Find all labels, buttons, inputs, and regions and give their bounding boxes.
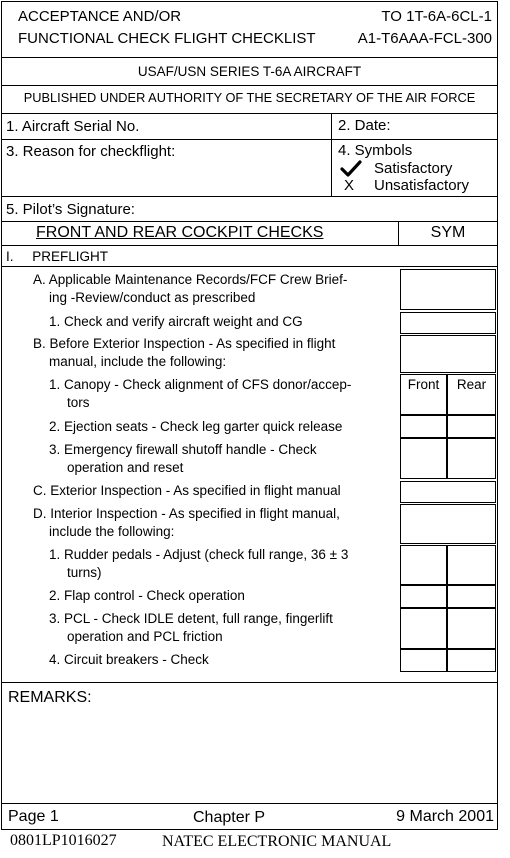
item-d-line2: include the following:	[49, 524, 175, 539]
unsatisfactory-mark: X	[344, 177, 355, 194]
divider	[1, 113, 498, 114]
divider	[1, 139, 498, 140]
divider	[1, 682, 498, 683]
sym-box-b-3-front[interactable]	[400, 438, 447, 479]
sym-box-d-2-front[interactable]	[400, 585, 447, 608]
front-column-label: Front	[407, 377, 440, 392]
to-number-line1: TO 1T-6A-6CL-1	[381, 8, 492, 25]
divider	[1, 196, 498, 197]
item-d-3-line1: 3. PCL - Check IDLE detent, full range, fingerlift	[49, 611, 333, 626]
sym-box-b[interactable]	[400, 335, 496, 373]
item-b-line1: B. Before Exterior Inspection - As specified in flight	[33, 336, 336, 351]
sym-box-d-3-front[interactable]	[400, 608, 447, 649]
item-a-line1: A. Applicable Maintenance Records/FCF Crew Brief-	[33, 272, 348, 287]
aircraft-serial-label: 1. Aircraft Serial No.	[6, 118, 140, 135]
item-d-4: 4. Circuit breakers - Check	[49, 652, 209, 667]
sym-box-d[interactable]	[400, 504, 496, 544]
sym-box-b-3-rear[interactable]	[447, 438, 496, 479]
pilot-signature-label: 5. Pilot’s Signature:	[6, 201, 135, 218]
preflight-heading: I. PREFLIGHT	[6, 249, 109, 264]
item-d-1-line2: turns)	[67, 565, 102, 580]
item-b-2: 2. Ejection seats - Check leg garter quick release	[49, 419, 343, 434]
item-b-3-line2: operation and reset	[67, 460, 184, 475]
item-a-1: 1. Check and verify aircraft weight and CG	[49, 314, 303, 329]
sym-box-a-1[interactable]	[400, 312, 496, 334]
document-id: 0801LP1016027	[10, 832, 117, 849]
manual-name: NATEC ELECTRONIC MANUAL	[162, 833, 392, 850]
divider	[331, 113, 332, 196]
reason-label: 3. Reason for checkflight:	[6, 143, 176, 160]
rear-column-label: Rear	[456, 377, 487, 392]
sym-box-d-3-rear[interactable]	[447, 608, 496, 649]
divider	[1, 245, 498, 246]
page-number: Page 1	[8, 808, 59, 825]
sym-box-d-2-rear[interactable]	[447, 585, 496, 608]
remarks-label: REMARKS:	[8, 689, 92, 706]
sym-box-d-4-front[interactable]	[400, 649, 447, 672]
unsatisfactory-label: Unsatisfactory	[374, 177, 470, 194]
symbols-label: 4. Symbols	[338, 142, 413, 159]
form-title-line1: ACCEPTANCE AND/OR	[18, 8, 182, 25]
footer-date: 9 March 2001	[396, 808, 494, 825]
item-d-2: 2. Flap control - Check operation	[49, 588, 245, 603]
series-title: USAF/USN SERIES T-6A AIRCRAFT	[137, 64, 362, 79]
sym-box-d-1-front[interactable]	[400, 545, 447, 585]
divider	[1, 266, 498, 267]
item-a-line2: ing -Review/conduct as prescribed	[49, 290, 256, 305]
divider	[1, 85, 498, 86]
date-label: 2. Date:	[338, 117, 391, 134]
item-c: C. Exterior Inspection - As specified in flight manual	[33, 483, 341, 498]
form-title-line2: FUNCTIONAL CHECK FLIGHT CHECKLIST	[18, 30, 316, 47]
item-b-line2: manual, include the following:	[49, 354, 227, 369]
chapter-label: Chapter P	[193, 809, 266, 826]
sym-box-d-4-rear[interactable]	[447, 649, 496, 672]
item-b-1-line1: 1. Canopy - Check alignment of CFS donor/accep-	[49, 377, 352, 392]
sym-header: SYM	[430, 224, 466, 241]
section-title: FRONT AND REAR COCKPIT CHECKS	[36, 224, 324, 241]
sym-box-b-2-rear[interactable]	[447, 415, 496, 438]
remarks-area[interactable]	[2, 712, 497, 802]
item-b-3-line1: 3. Emergency firewall shutoff handle - Check	[49, 442, 317, 457]
item-b-1-line2: tors	[67, 395, 90, 410]
item-d-3-line2: operation and PCL friction	[67, 629, 223, 644]
item-d-line1: D. Interior Inspection - As specified in flight manual,	[33, 506, 340, 521]
sym-box-b-2-front[interactable]	[400, 415, 447, 438]
divider	[1, 57, 498, 58]
to-number-line2: A1-T6AAA-FCL-300	[357, 30, 492, 47]
item-d-1-line1: 1. Rudder pedals - Adjust (check full range, 36 ± 3	[49, 547, 349, 562]
sym-box-a[interactable]	[400, 269, 496, 310]
divider	[1, 803, 498, 804]
sym-box-d-1-rear[interactable]	[447, 545, 496, 585]
authority-line: PUBLISHED UNDER AUTHORITY OF THE SECRETARY OF THE AIR FORCE	[23, 90, 476, 105]
satisfactory-label: Satisfactory	[374, 160, 453, 177]
checkmark-icon	[340, 160, 362, 178]
sym-box-c[interactable]	[400, 481, 496, 503]
divider	[1, 221, 498, 222]
